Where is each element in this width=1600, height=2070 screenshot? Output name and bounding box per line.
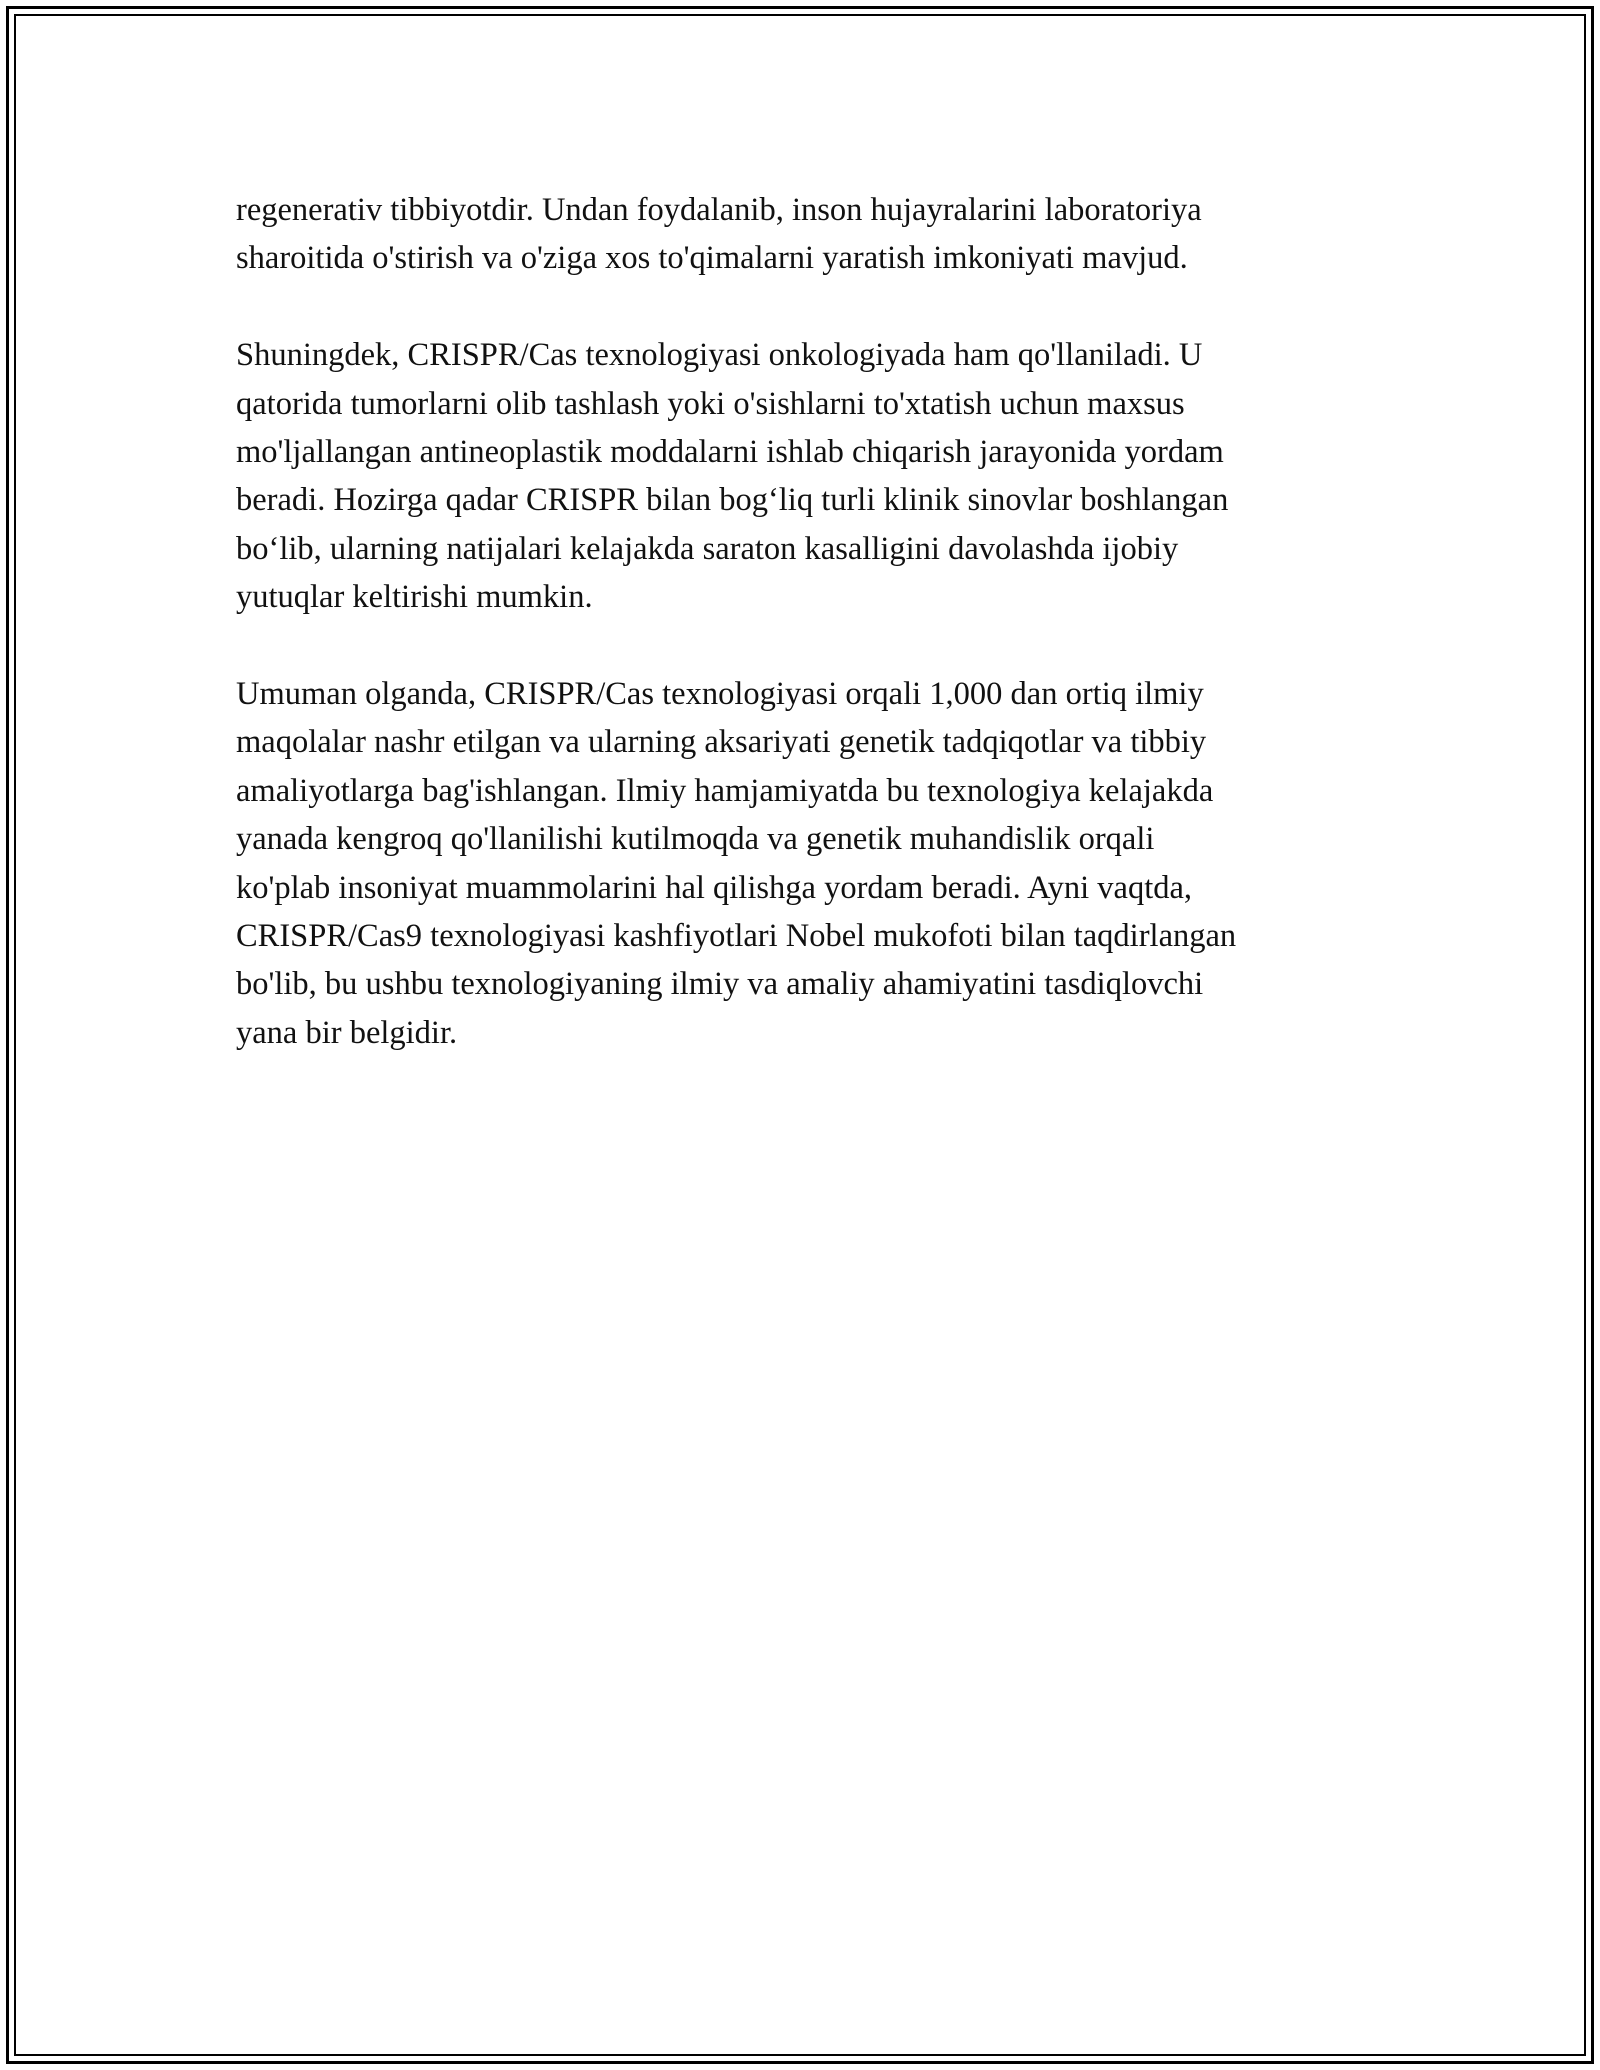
paragraph-regenerative-medicine: regenerativ tibbiyotdir. Undan foydalanib, inson hujayralarini laboratoriya sharoitida o'stirish va o'ziga xos to'qimalarni yaratish imkoniyati mavjud. [236,192,1202,277]
document-body [236,186,1386,1057]
paragraph-oncology: Shuningdek, CRISPR/Cas texnologiyasi onkologiyada ham qo'llaniladi. U qatorida tumorlarni olib tashlash yoki o'sishlarni to'xtatish uchun maxsus mo'ljallangan antineoplastik moddalarni ishlab chiqarish jarayonida yordam beradi. Hozirga qadar CRISPR bilan bog‘liq turli klinik sinovlar boshlangan bo‘lib, ularning natijalari kelajakda saraton kasalligini davolashda ijobiy yutuqlar keltirishi mumkin. [236,337,1229,616]
paragraph-conclusion: Umuman olganda, CRISPR/Cas texnologiyasi orqali 1,000 dan ortiq ilmiy maqolalar nashr etilgan va ularning aksariyati genetik tadqiqotlar va tibbiy amaliyotlarga bag'ishlangan. Ilmiy hamjamiyatda bu texnologiya kelajakda yanada kengroq qo'llanilishi kutilmoqda va genetik muhandislik orqali ko'plab insoniyat muammolarini hal qilishga yordam beradi. Ayni vaqtda, CRISPR/Cas9 texnologiyasi kashfiyotlari Nobel mukofoti bilan taqdirlangan bo'lib, bu ushbu texnologiyaning ilmiy va amaliy ahamiyatini tasdiqlovchi yana bir belgidir. [236,676,1237,1051]
